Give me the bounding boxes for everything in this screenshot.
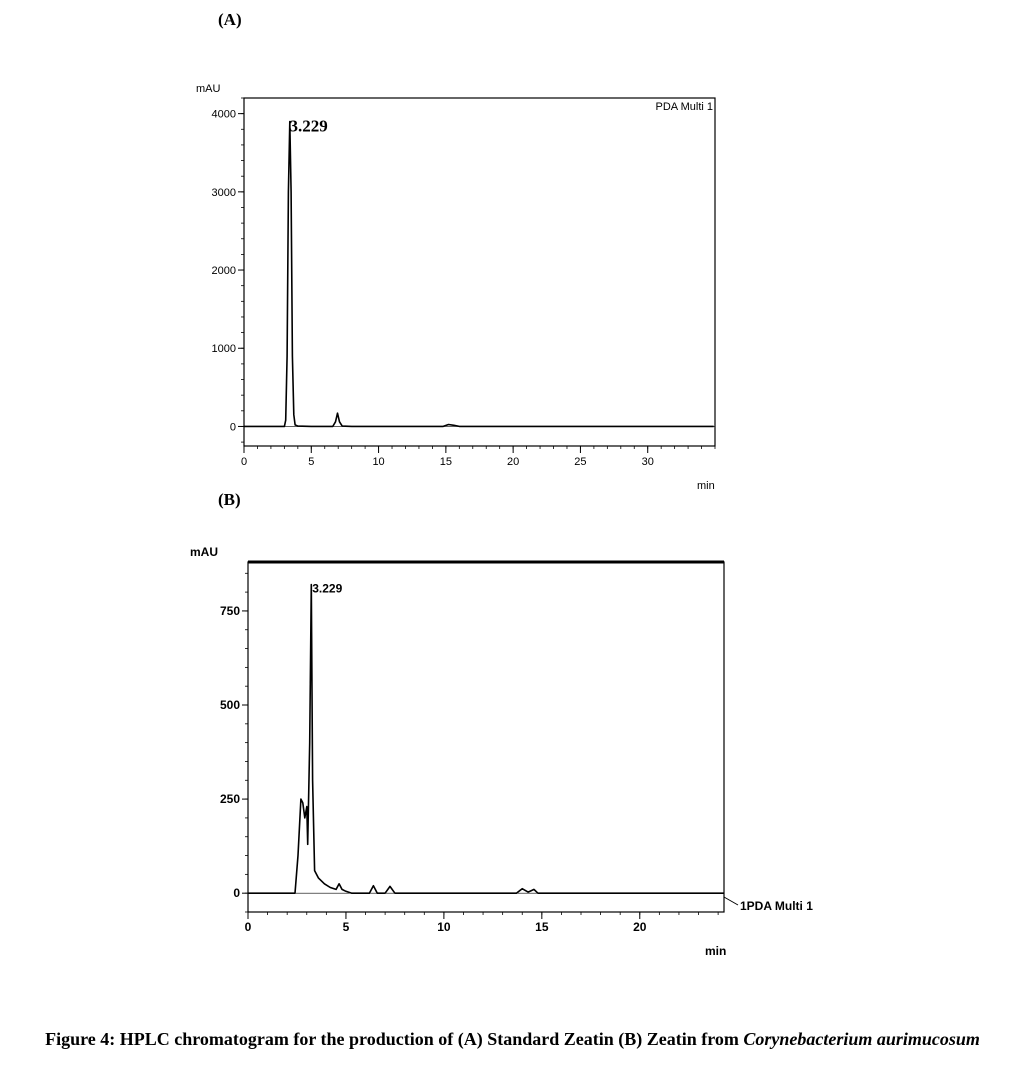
y-tick-label: 3000 (211, 186, 236, 199)
chromatogram-line (248, 585, 724, 894)
peak-label: 3.229 (312, 581, 343, 596)
x-tick-label: 15 (439, 456, 452, 468)
legend-pointer (724, 897, 738, 905)
x-tick-label: 25 (574, 456, 587, 468)
y-tick-label: 0 (229, 421, 236, 434)
x-axis-label: min (697, 480, 715, 492)
panel-a-label: (A) (218, 10, 242, 29)
x-axis-label: min (705, 944, 727, 958)
y-tick-label: 500 (219, 698, 240, 713)
x-tick-label: 20 (507, 456, 520, 468)
x-tick-label: 10 (372, 456, 385, 468)
peak-label: 3.229 (289, 116, 328, 136)
figure-caption (0, 1028, 1025, 1050)
y-tick-label: 4000 (211, 108, 236, 121)
y-axis-label: mAU (196, 83, 221, 95)
x-tick-label: 15 (535, 920, 549, 934)
legend-label: 1PDA Multi 1 (740, 899, 813, 913)
x-tick-label: 0 (244, 920, 252, 934)
caption-text: Figure 4: HPLC chromatogram for the production of (A) Standard Zeatin (B) Zeatin from (45, 1029, 739, 1049)
y-tick-label: 750 (219, 603, 240, 618)
x-tick-label: 20 (633, 920, 647, 934)
y-axis-label: mAU (190, 545, 219, 559)
y-tick-label: 250 (219, 792, 240, 807)
x-tick-label: 5 (308, 456, 315, 468)
x-tick-label: 30 (641, 456, 654, 468)
y-tick-label: 0 (233, 886, 240, 901)
caption-organism: Corynebacterium aurimucosum (743, 1029, 980, 1049)
x-tick-label: 5 (342, 920, 350, 934)
panel-b-label: (B) (218, 490, 241, 509)
x-tick-label: 0 (240, 456, 248, 468)
legend-label: PDA Multi 1 (655, 101, 713, 113)
y-tick-label: 2000 (211, 265, 236, 278)
x-tick-label: 10 (437, 920, 451, 934)
y-tick-label: 1000 (211, 343, 236, 356)
plot-frame (248, 562, 724, 912)
